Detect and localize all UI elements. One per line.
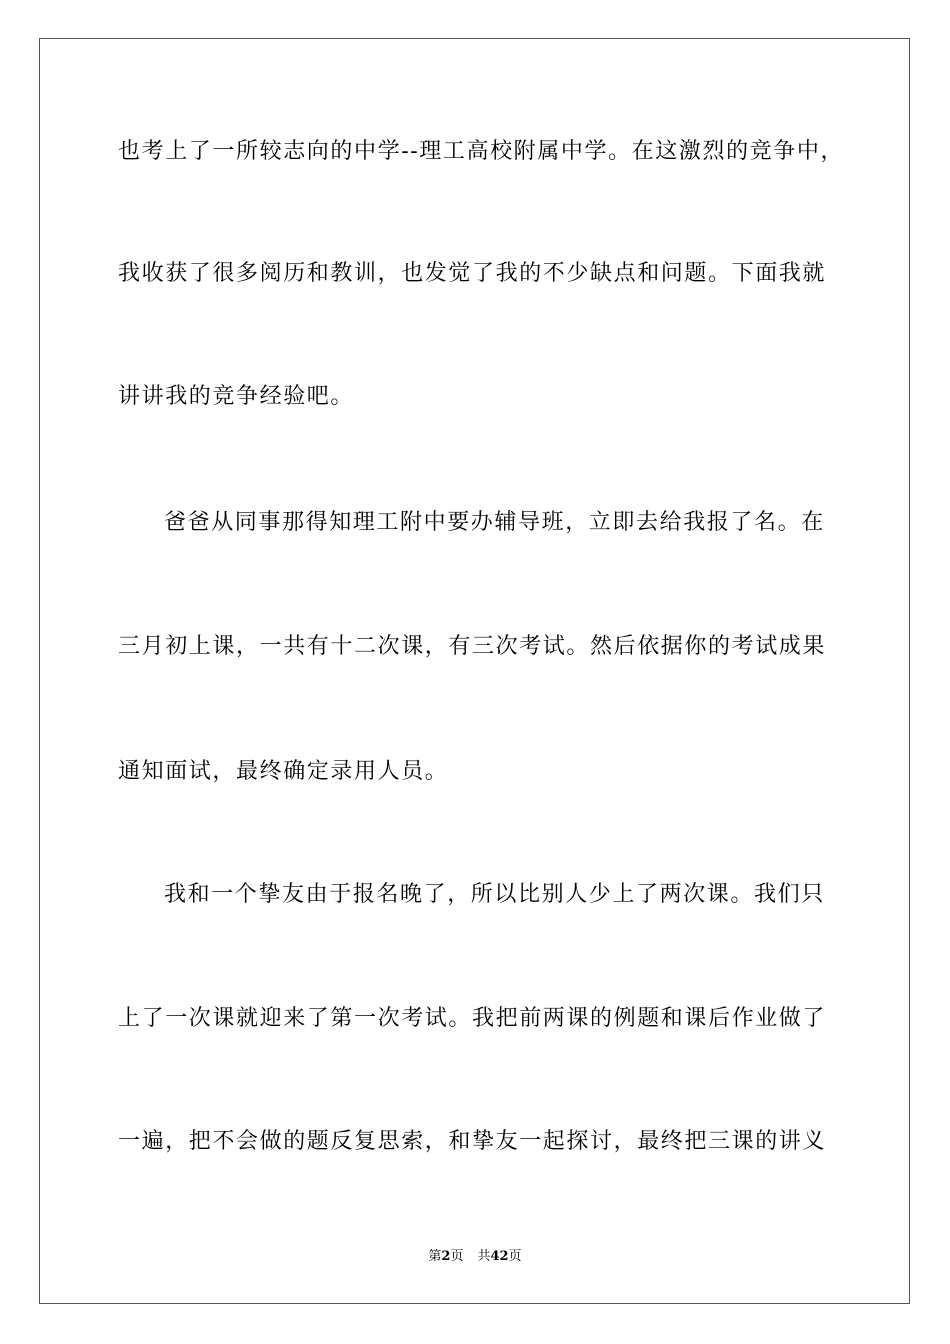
page-number-current: 2 [441,1249,451,1264]
text-line: 通知面试，最终确定录用人员。 [118,759,449,784]
text-line: 上了一次课就迎来了第一次考试。我把前两课的例题和课后作业做了 [118,1006,827,1031]
page-number-total: 42 [490,1249,509,1264]
page-border [39,38,910,1304]
paragraph-start-line: 爸爸从同事那得知理工附中要办辅导班，立即去给我报了名。在 [164,510,825,535]
text-line: 也考上了一所较志向的中学--理工高校附属中学。在这激烈的竞争中， [118,139,845,164]
text-line: 一遍，把不会做的题反复思索，和挚友一起探讨，最终把三课的讲义 [118,1129,827,1154]
page-number-suffix: 页 [450,1249,464,1264]
page-total-suffix: 页 [508,1249,522,1264]
page-total-prefix: 共 [477,1249,491,1264]
text-line: 三月初上课，一共有十二次课，有三次考试。然后依据你的考试成果 [118,634,827,659]
page-number-prefix: 第 [428,1249,442,1264]
text-line: 我收获了很多阅历和教训，也发觉了我的不少缺点和问题。下面我就 [118,261,827,286]
paragraph-start-line: 我和一个挚友由于报名晚了，所以比别人少上了两次课。我们只 [164,882,825,907]
page-footer [0,1248,950,1266]
text-line: 讲讲我的竞争经验吧。 [118,384,355,409]
